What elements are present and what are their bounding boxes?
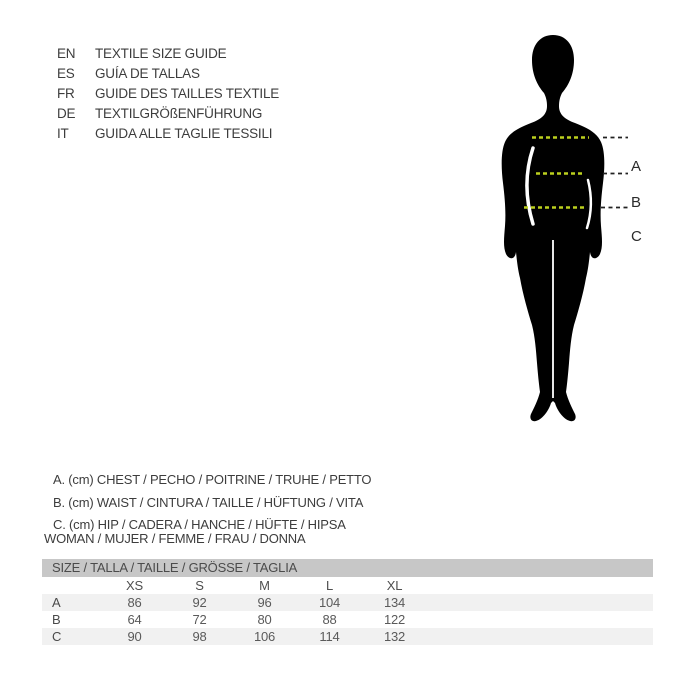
cell-value: 122	[383, 612, 406, 627]
language-code: EN	[57, 46, 76, 61]
marker-label-c: C	[631, 228, 642, 245]
guide-title-it: GUIDA ALLE TAGLIE TESSILI	[95, 126, 273, 141]
language-code: DE	[57, 106, 76, 121]
measurement-legend	[53, 469, 371, 537]
size-table	[42, 559, 653, 645]
language-row-it	[57, 124, 279, 144]
column-header-s: S	[195, 578, 204, 593]
cell-value: 88	[322, 612, 337, 627]
measurement-figure	[480, 30, 650, 430]
cell-value: 96	[257, 595, 272, 610]
language-code: FR	[57, 86, 75, 101]
language-code: ES	[57, 66, 75, 81]
language-title-list	[57, 44, 279, 144]
legend-line-hip: C. (cm) HIP / CADERA / HANCHE / HÜFTE / HIPSA	[53, 517, 346, 532]
cell-value: 72	[192, 612, 207, 627]
cell-value: 90	[127, 629, 142, 644]
column-header-xs: XS	[126, 578, 143, 593]
column-header-l: L	[325, 578, 334, 593]
woman-silhouette-graphic	[480, 30, 650, 430]
row-label: C	[52, 629, 62, 644]
cell-value: 86	[127, 595, 142, 610]
cell-value: 64	[127, 612, 142, 627]
size-table-title: SIZE / TALLA / TAILLE / GRÖSSE / TAGLIA	[42, 559, 653, 577]
table-row-waist	[42, 611, 653, 628]
column-header-xl: XL	[386, 578, 403, 593]
column-header-m: M	[259, 578, 270, 593]
cell-value: 114	[319, 629, 340, 644]
marker-label-b: B	[631, 194, 642, 211]
language-row-de	[57, 104, 279, 124]
language-row-es	[57, 64, 279, 84]
table-row-chest	[42, 594, 653, 611]
cell-value: 80	[257, 612, 272, 627]
marker-label-a: A	[631, 158, 642, 175]
language-row-fr	[57, 84, 279, 104]
cell-value: 132	[383, 629, 406, 644]
guide-title-de: TEXTILGRÖßENFÜHRUNG	[95, 106, 263, 121]
size-table-header-row	[42, 577, 653, 594]
guide-title-fr: GUIDE DES TAILLES TEXTILE	[95, 86, 280, 101]
row-label: B	[52, 612, 61, 627]
guide-title-en: TEXTILE SIZE GUIDE	[95, 46, 227, 61]
cell-value: 92	[192, 595, 207, 610]
cell-value: 98	[192, 629, 207, 644]
cell-value: 106	[253, 629, 276, 644]
gender-line: WOMAN / MUJER / FEMME / FRAU / DONNA	[44, 531, 306, 546]
legend-line-waist: B. (cm) WAIST / CINTURA / TAILLE / HÜFTUNG / VITA	[53, 494, 364, 510]
table-row-hip	[42, 628, 653, 645]
legend-line-chest: A. (cm) CHEST / PECHO / POITRINE / TRUHE / PETTO	[53, 472, 372, 487]
row-label: A	[52, 595, 61, 610]
cell-value: 104	[318, 595, 341, 610]
guide-title-es: GUÍA DE TALLAS	[95, 66, 200, 81]
cell-value: 134	[383, 595, 406, 610]
language-code: IT	[57, 126, 69, 141]
language-row-en	[57, 44, 279, 64]
